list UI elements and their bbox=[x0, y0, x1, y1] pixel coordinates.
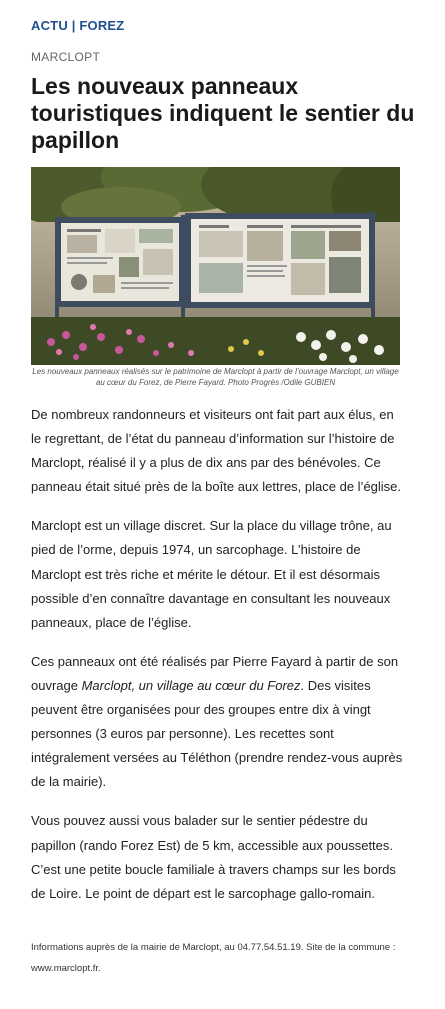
paragraph-2: Marclopt est un village discret. Sur la place du village trône, au pied de l’orme, depuis 1974, un sarcophage. L’histoire de Marclopt est très riche et mérite le détour. Et il est désormais possible d’en connaître davantage en consultant les nouveaux panneaux, place de l’église. bbox=[31, 518, 392, 630]
photo-caption: Les nouveaux panneaux réalisés sur le patrimoine de Marclopt à partir de l’ouvrage Marclopt, un village au cœur du Forez, de Pierre Fayard. Photo Progrès /Odile GUBIEN bbox=[32, 367, 399, 387]
book-title: Marclopt, un village au cœur du Forez bbox=[81, 677, 301, 693]
article-title: Les nouveaux panneaux touristiques indiquent le sentier du papillon bbox=[31, 73, 415, 153]
paragraph-3-start: Ces panneaux ont été réalisés par Pierre Fayard à partir de son ouvrage bbox=[31, 653, 399, 693]
location-label: MARCLOPT bbox=[31, 50, 101, 64]
section-kicker[interactable]: ACTU | FOREZ bbox=[31, 18, 125, 33]
article-body bbox=[31, 403, 406, 921]
paragraph-4: Vous pouvez aussi vous balader sur le sentier pédestre du papillon (rando Forez Est) de 5 km, accessible aux poussettes. C’est une petite boucle familiale à travers champs sur les bords de Loire. Le point de départ est le sarcophage gallo-romain. bbox=[31, 813, 396, 901]
article-photo[interactable] bbox=[31, 167, 400, 365]
paragraph-3 bbox=[31, 650, 406, 795]
paragraph-1: De nombreux randonneurs et visiteurs ont fait part aux élus, en le regrettant, de l’état du panneau d’information sur l’histoire de Marclopt, réalisé il y a plus de dix ans par des bénévoles. Ce panneau était situé près de la boîte aux lettres, place de l’église. bbox=[31, 407, 402, 495]
info-note: Informations auprès de la mairie de Marclopt, au 04.77.54.51.19. Site de la commune : www.marclopt.fr. bbox=[31, 942, 396, 974]
paragraph-3-end: . Des visites peuvent être organisées pour des groupes entre dix à vingt personnes (3 euros par personne). Les recettes sont intégralement versées au Téléthon (prendre rendez-vous auprès de la mairie). bbox=[31, 677, 403, 790]
photo-illustration bbox=[31, 167, 400, 365]
